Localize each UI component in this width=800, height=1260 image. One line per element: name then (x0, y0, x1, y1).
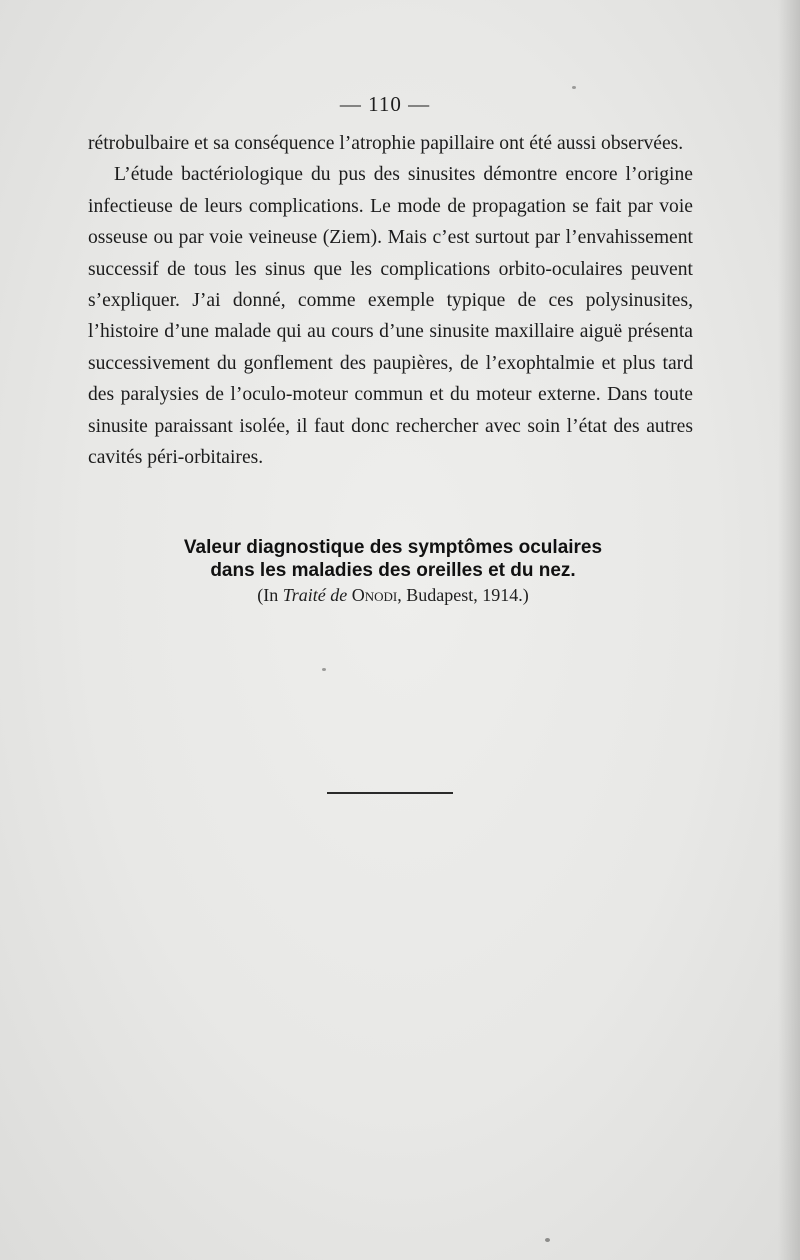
citation-work: Traité de (282, 585, 348, 605)
paper-speck (572, 86, 576, 89)
body-text (88, 128, 693, 473)
paragraph-bacteriology: L’étude bactériologique du pus des sinusites démontre encore l’origine infectieuse de leurs complications. Le mode de propagation se fait par voie osseuse ou par voie veineuse (Ziem). Mais c’est surtout par l’envahissement successif de tous les sinus que les complications orbito-oculaires peuvent s’expliquer. J’ai donné, comme exemple typique de ces polysinusites, l’histoire d’une malade qui au cours d’une sinusite maxillaire aiguë présenta successivement du gonflement des paupières, de l’exophtalmie et plus tard des paralysies de l’oculo-moteur commun et du moteur externe. Dans toute sinusite paraissant isolée, il faut donc rechercher avec soin l’état des autres cavités péri-orbitaires. (88, 164, 693, 469)
page-edge-shadow (778, 0, 800, 1260)
section-title-line-1: Valeur diagnostique des symptômes oculaires (183, 537, 603, 558)
paragraph-continuation: rétrobulbaire et sa conséquence l’atrophie papillaire ont été aussi observées. (88, 133, 684, 154)
citation (88, 583, 698, 607)
citation-suffix: , Budapest, 1914.) (397, 585, 529, 605)
section-title (88, 536, 698, 582)
paper-speck (545, 1238, 550, 1242)
citation-prefix: (In (257, 585, 283, 605)
section-title-line-2: dans les maladies des oreilles et du nez. (210, 560, 576, 581)
paper-speck (322, 668, 326, 671)
citation-author: Onodi (351, 585, 398, 605)
end-rule (327, 792, 453, 794)
page-number: — 110 — (339, 92, 431, 116)
